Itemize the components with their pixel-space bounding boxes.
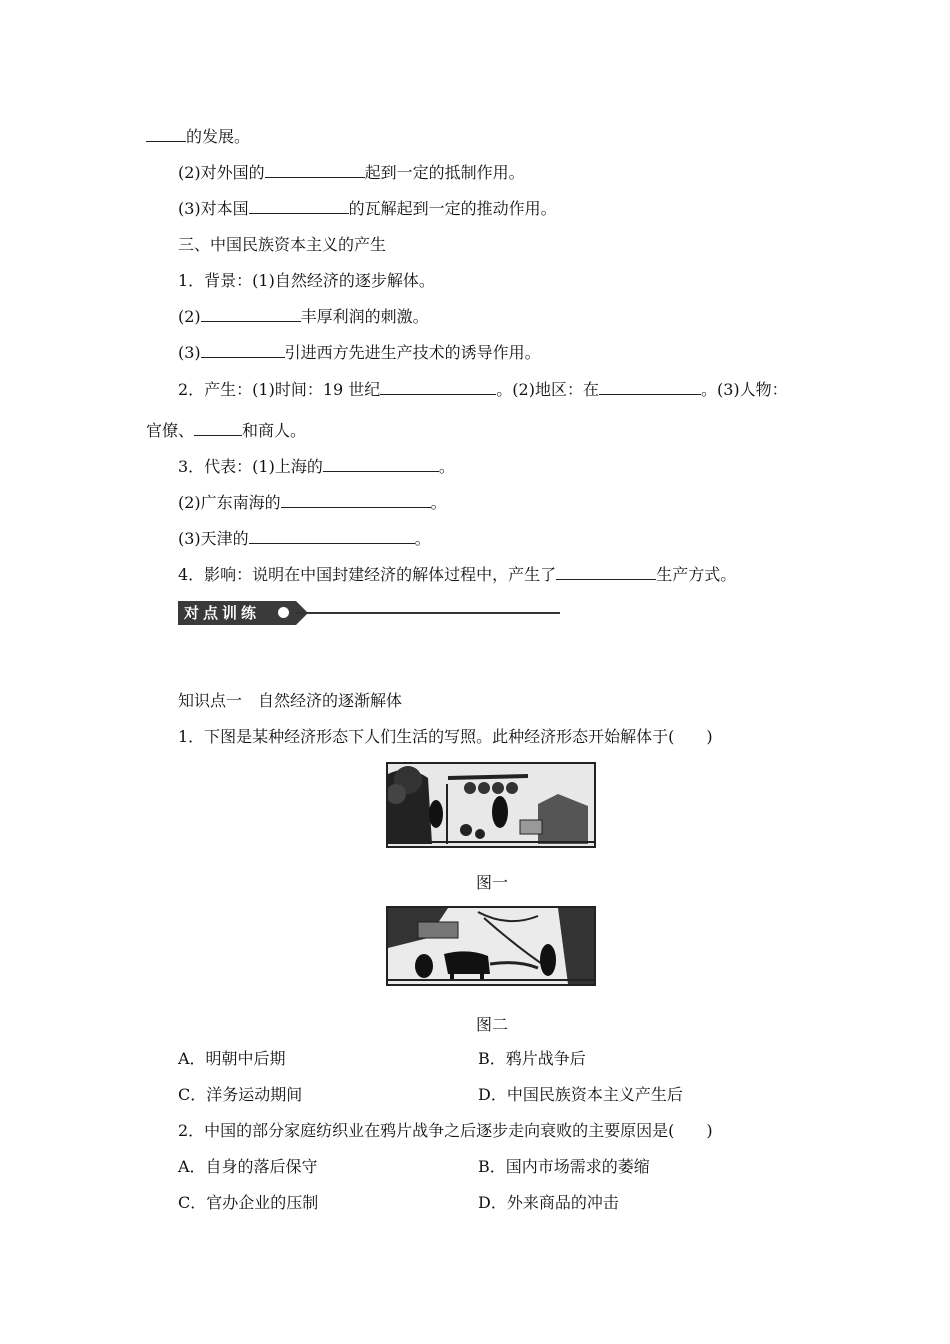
section-bar	[178, 600, 560, 626]
q2-option-c[interactable]: C．官办企业的压制	[178, 1193, 319, 1212]
knowledge-point: 知识点一 自然经济的逐渐解体	[178, 691, 403, 710]
figure-2-image	[386, 906, 596, 986]
representative-2: (2)广东南海的 。	[178, 493, 447, 512]
q2-option-d[interactable]: D．外来商品的冲击	[478, 1193, 619, 1212]
origin-line-cont: 官僚、 和商人。	[146, 421, 307, 440]
background-1: 1．背景：(1)自然经济的逐步解体。	[178, 271, 435, 290]
answer-blank	[599, 380, 701, 395]
background-3: (3) 引进西方先进生产技术的诱导作用。	[178, 343, 541, 362]
origin-line: 2．产生：(1)时间：19 世纪 。(2)地区：在 。(3)人物：	[178, 380, 788, 399]
question-2-stem: 2．中国的部分家庭纺织业在鸦片战争之后逐步走向衰败的主要原因是( )	[178, 1121, 713, 1140]
figure-1-image	[386, 762, 596, 848]
answer-blank	[265, 163, 365, 178]
answer-blank	[380, 380, 496, 395]
figure-1-caption: 图一	[475, 873, 508, 892]
answer-blank	[249, 529, 415, 544]
answer-blank	[323, 457, 439, 472]
q2-option-b[interactable]: B．国内市场需求的萎缩	[478, 1157, 650, 1176]
answer-blank	[249, 199, 349, 214]
q1-option-d[interactable]: D．中国民族资本主义产生后	[478, 1085, 683, 1104]
answer-blank	[201, 343, 285, 358]
figure-2-caption: 图二	[475, 1015, 508, 1034]
impact-line: 4．影响：说明在中国封建经济的解体过程中，产生了 生产方式。	[178, 565, 737, 584]
woodcut-plowing-icon	[388, 908, 594, 984]
answer-blank	[194, 421, 242, 436]
bullet-icon	[278, 607, 289, 618]
representative-1: 3．代表：(1)上海的 。	[178, 457, 455, 476]
section-label: 对点训练	[178, 601, 296, 625]
q2-option-a[interactable]: A．自身的落后保守	[178, 1157, 318, 1176]
line-resist-foreign: (2)对外国的 起到一定的抵制作用。	[178, 163, 525, 182]
q1-option-b[interactable]: B．鸦片战争后	[478, 1049, 586, 1068]
answer-blank	[146, 127, 186, 142]
section-heading-3: 三、中国民族资本主义的产生	[178, 235, 387, 254]
line-development: 的发展。	[146, 126, 250, 148]
line-push-domestic: (3)对本国 的瓦解起到一定的推动作用。	[178, 199, 557, 218]
q1-option-c[interactable]: C．洋务运动期间	[178, 1085, 303, 1104]
answer-blank	[201, 307, 301, 322]
representative-3: (3)天津的 。	[178, 529, 431, 548]
answer-blank	[281, 493, 431, 508]
woodcut-village-icon	[388, 764, 594, 846]
background-2: (2) 丰厚利润的刺激。	[178, 307, 429, 326]
answer-blank	[556, 565, 656, 580]
q1-option-a[interactable]: A．明朝中后期	[178, 1049, 286, 1068]
question-1-stem: 1．下图是某种经济形态下人们生活的写照。此种经济形态开始解体于( )	[178, 727, 713, 746]
section-rule	[296, 612, 560, 614]
